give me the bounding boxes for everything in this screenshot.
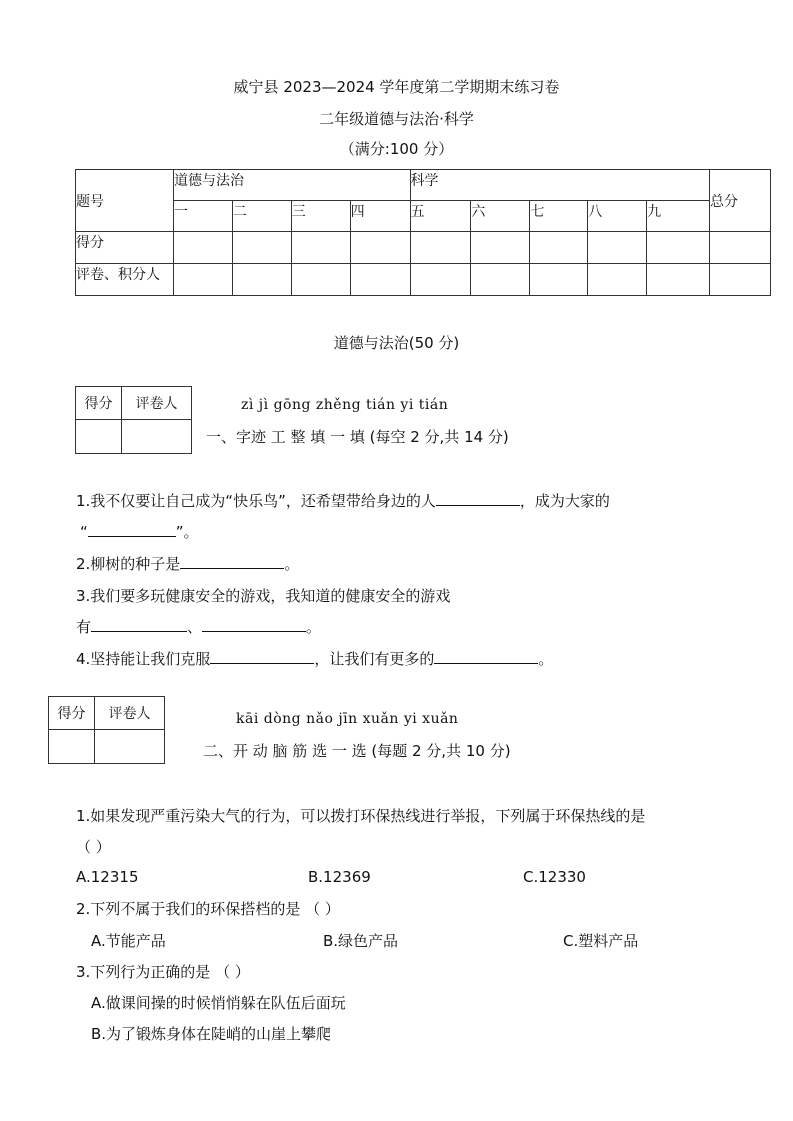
grader-box-grader-label: 评卷人 [95, 697, 165, 730]
score-row-label: 得分 [76, 232, 174, 264]
score-cell[interactable] [291, 232, 350, 264]
q4-blank-1[interactable] [210, 649, 314, 664]
q2-option-c[interactable]: C.塑料产品 [563, 932, 639, 950]
grader-box-grader-label: 评卷人 [122, 387, 192, 420]
grader-cell[interactable] [350, 264, 410, 296]
grader-cell[interactable] [471, 264, 530, 296]
score-cell[interactable] [588, 232, 647, 264]
col-header-7: 七 [530, 201, 588, 232]
q3-end: 。 [306, 618, 322, 636]
q4-text-a: 4.坚持能让我们克服 [76, 650, 211, 668]
part1-pinyin: zì jì gōng zhěng tián yi tián [241, 397, 449, 413]
question-number-header: 题号 [76, 170, 174, 232]
part2-question-2: 2.下列不属于我们的环保搭档的是 （ ） [76, 900, 340, 918]
q3-sep: 、 [187, 618, 203, 636]
part2-question-1: 1.如果发现严重污染大气的行为，可以拨打环保热线进行举报，下列属于环保热线的是 [76, 807, 646, 825]
q1-option-b[interactable]: B.12369 [308, 868, 371, 886]
part1-question-3-cont [76, 616, 321, 637]
grader-box-score-cell[interactable] [76, 420, 122, 454]
score-table [75, 169, 771, 296]
grader-box-score-label: 得分 [49, 697, 95, 730]
part1-question-3: 3.我们要多玩健康安全的游戏，我知道的健康安全的游戏 [76, 587, 451, 605]
q2-end: 。 [284, 555, 300, 573]
score-cell[interactable] [709, 232, 770, 264]
part1-question-1 [76, 490, 610, 511]
exam-title: 威宁县 2023—2024 学年度第二学期期末练习卷 [233, 78, 560, 96]
grader-box-grader-cell[interactable] [95, 730, 165, 764]
q1-blank-2[interactable] [88, 522, 176, 537]
part2-heading: 二、开 动 脑 筋 选 一 选 (每题 2 分,共 10 分) [203, 742, 511, 760]
part1-question-2 [76, 553, 299, 574]
grader-box-part2 [48, 696, 165, 764]
col-header-6: 六 [471, 201, 530, 232]
q1-blank-1[interactable] [436, 491, 520, 506]
grader-cell[interactable] [530, 264, 588, 296]
part2-question-3: 3.下列行为正确的是 （ ） [76, 963, 250, 981]
col-header-9: 九 [647, 201, 710, 232]
q3-text-b: 有 [76, 618, 92, 636]
q3-option-b[interactable]: B.为了锻炼身体在陡峭的山崖上攀爬 [91, 1025, 332, 1043]
q2-option-a[interactable]: A.节能产品 [91, 932, 166, 950]
grader-box-grader-cell[interactable] [122, 420, 192, 454]
col-header-3: 三 [291, 201, 350, 232]
col-header-2: 二 [232, 201, 291, 232]
score-cell[interactable] [471, 232, 530, 264]
moral-group-header: 道德与法治 [173, 170, 410, 201]
grader-row-label: 评卷、积分人 [76, 264, 174, 296]
part1-question-4 [76, 648, 553, 669]
q1-close-quote: ”。 [175, 523, 199, 541]
q2-blank[interactable] [180, 554, 284, 569]
q4-end: 。 [538, 650, 554, 668]
grader-cell[interactable] [173, 264, 232, 296]
full-score: （满分:100 分） [339, 140, 454, 158]
exam-subtitle: 二年级道德与法治·科学 [319, 110, 474, 128]
grader-cell[interactable] [588, 264, 647, 296]
section-title: 道德与法治(50 分) [333, 334, 460, 352]
science-group-header: 科学 [410, 170, 709, 201]
q3-blank-1[interactable] [91, 617, 187, 632]
q3-blank-2[interactable] [202, 617, 306, 632]
total-header: 总分 [709, 170, 770, 232]
q2-text: 2.柳树的种子是 [76, 555, 181, 573]
part1-question-1-cont [80, 521, 199, 542]
q1-text-b: ，成为大家的 [519, 492, 610, 510]
col-header-4: 四 [350, 201, 410, 232]
col-header-5: 五 [410, 201, 471, 232]
col-header-8: 八 [588, 201, 647, 232]
score-cell[interactable] [350, 232, 410, 264]
score-cell[interactable] [530, 232, 588, 264]
part2-question-1-paren[interactable]: （ ） [76, 838, 111, 856]
score-cell[interactable] [232, 232, 291, 264]
col-header-1: 一 [173, 201, 232, 232]
grader-box-part1 [75, 386, 192, 454]
score-cell[interactable] [647, 232, 710, 264]
part1-heading: 一、字迹 工 整 填 一 填 (每空 2 分,共 14 分) [206, 428, 509, 446]
grader-cell[interactable] [291, 264, 350, 296]
part2-pinyin: kāi dòng nǎo jīn xuǎn yi xuǎn [236, 711, 459, 727]
q1-option-a[interactable]: A.12315 [76, 868, 139, 886]
q1-open-quote: “ [80, 523, 88, 541]
grader-cell[interactable] [232, 264, 291, 296]
q2-option-b[interactable]: B.绿色产品 [323, 932, 399, 950]
grader-cell[interactable] [709, 264, 770, 296]
q4-text-b: ，让我们有更多的 [314, 650, 435, 668]
q1-option-c[interactable]: C.12330 [523, 868, 586, 886]
grader-cell[interactable] [647, 264, 710, 296]
q3-option-a[interactable]: A.做课间操的时候悄悄躲在队伍后面玩 [91, 994, 346, 1012]
grader-box-score-label: 得分 [76, 387, 122, 420]
q4-blank-2[interactable] [434, 649, 538, 664]
grader-box-score-cell[interactable] [49, 730, 95, 764]
grader-cell[interactable] [410, 264, 471, 296]
score-cell[interactable] [410, 232, 471, 264]
q1-text-a: 1.我不仅要让自己成为“快乐鸟”，还希望带给身边的人 [76, 492, 436, 510]
score-cell[interactable] [173, 232, 232, 264]
